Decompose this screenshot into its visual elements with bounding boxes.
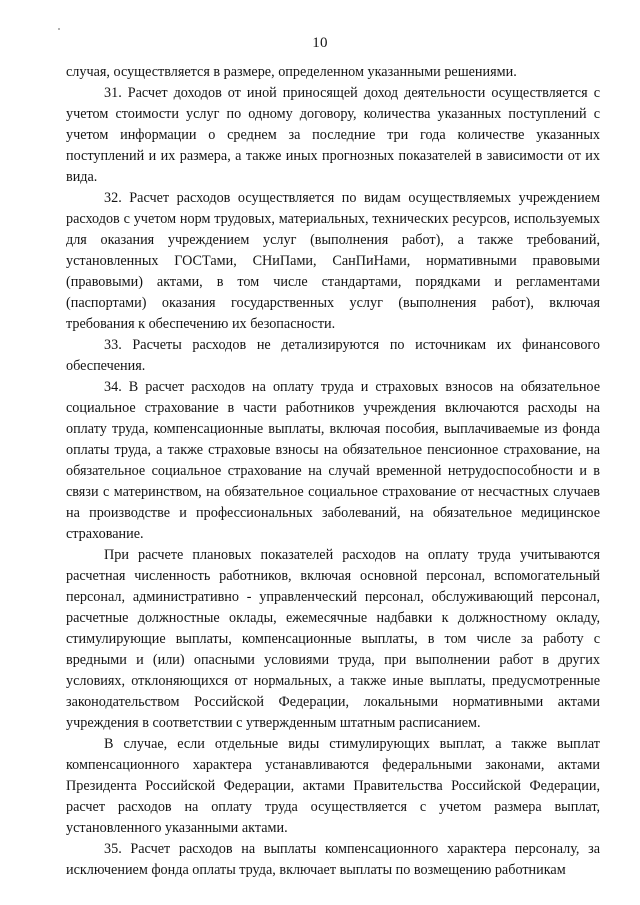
paragraph-planned-indicators: При расчете плановых показателей расходов на оплату труда учитываются расчетная численность работников, включая основной персонал, вспомогательный персонал, административно - управленческий персонал, обслуживающий персонал, расчетные должностные оклады, ежемесячные надбавки к должностному окладу, стимулирующие выплаты, компенсационные выплаты, в том числе за работу с вредными и (или) опасными условиями труда, при выполнении работ в других условиях, отклоняющихся от нормальных, а также иные выплаты, предусмотренные законодательством Российской Федерации, локальными нормативными актами учреждения в соответствии с утвержденным штатным расписанием. (66, 547, 600, 731)
scan-speck (58, 28, 60, 30)
paragraph-item-31: 31. Расчет доходов от иной приносящей доход деятельности осуществляется с учетом стоимости услуг по одному договору, количества указанных поступлений с учетом информации о среднем за последние три года количестве указанных поступлений и их размера, а также иных прогнозных показателей в зависимости от их вида. (66, 85, 600, 185)
paragraph-item-33: 33. Расчеты расходов не детализируются по источникам их финансового обеспечения. (66, 337, 600, 374)
paragraph-item-34: 34. В расчет расходов на оплату труда и страховых взносов на обязательное социальное страхование в части работников учреждения включаются расходы на оплату труда, компенсационные выплаты, включая пособия, выплачиваемые из фонда оплаты труда, а также страховые взносы на обязательное пенсионное страхование, на обязательное социальное страхование на случай временной нетрудоспособности и в связи с материнством, на обязательное социальное страхование от несчастных случаев на производстве и профессиональных заболеваний, на обязательное медицинское страхование. (66, 379, 600, 542)
paragraph-item-32: 32. Расчет расходов осуществляется по видам осуществляемых учреждением расходов с учетом норм трудовых, материальных, технических ресурсов, используемых для оказания учреждением услуг (выполнения работ), а также требований, установленных ГОСТами, СНиПами, СанПиНами, нормативными правовыми (правовыми) актами, в том числе стандартами, порядками и регламентами (паспортами) оказания государственных услуг (выполнения работ), включая требования к обеспечению их безопасности. (66, 190, 600, 332)
page-number: 10 (312, 35, 328, 51)
document-body (66, 62, 600, 881)
paragraph-continuation: случая, осуществляется в размере, определенном указанными решениями. (66, 64, 517, 80)
paragraph-federal-acts: В случае, если отдельные виды стимулирующих выплат, а также выплат компенсационного характера устанавливаются федеральными законами, актами Президента Российской Федерации, актами Правительства Российской Федерации, расчет расходов на оплату труда осуществляется с учетом размера выплат, установленного указанными актами. (66, 736, 600, 836)
paragraph-item-35: 35. Расчет расходов на выплаты компенсационного характера персоналу, за исключением фонда оплаты труда, включает выплаты по возмещению работникам (66, 841, 600, 878)
